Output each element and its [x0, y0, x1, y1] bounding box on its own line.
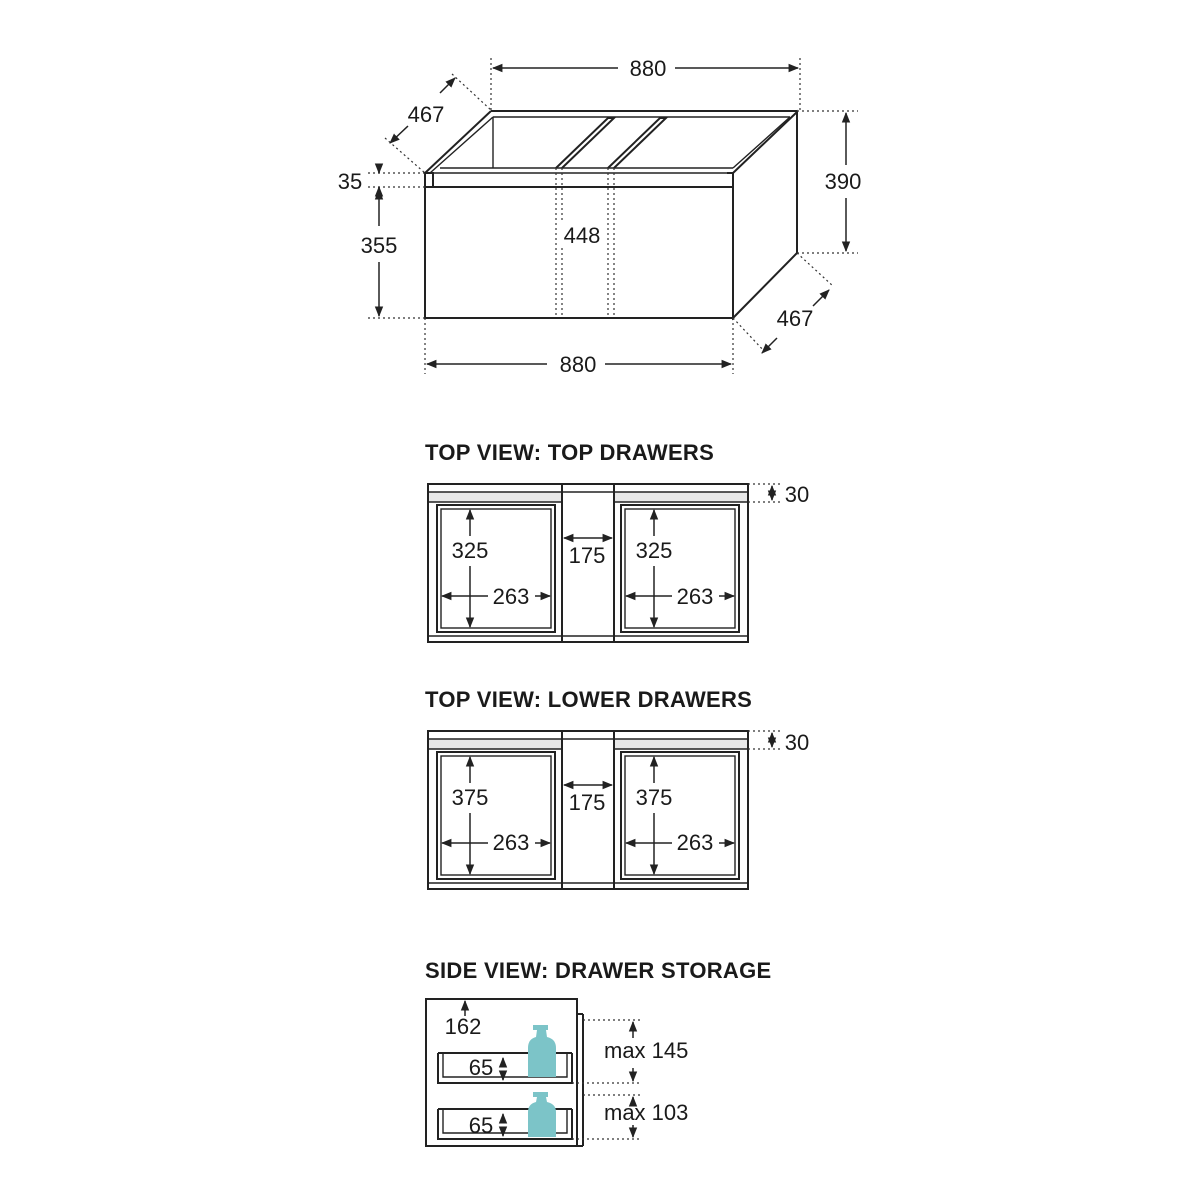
top-center-gap-label: 175 [568, 543, 606, 568]
top-drawers-rear-gap-label: 30 [784, 482, 810, 507]
top-clearance-label: 162 [444, 1014, 482, 1039]
upper-max-label: max 145 [604, 1038, 689, 1063]
top-width-label: 880 [629, 56, 667, 81]
side-view [425, 958, 772, 1146]
side-view-title: SIDE VIEW: DRAWER STORAGE [425, 958, 772, 983]
upper-drawer-height-label: 65 [468, 1055, 494, 1080]
drawer-front-height-label: 355 [360, 233, 398, 258]
isometric-view [338, 56, 862, 377]
bottle-upper-icon [528, 1025, 556, 1077]
lower-drawers-title: TOP VIEW: LOWER DRAWERS [425, 687, 753, 712]
bottle-lower-shape [528, 1092, 556, 1137]
lower-right-depth-label: 375 [635, 785, 673, 810]
lower-right-width-label: 263 [676, 830, 714, 855]
lower-drawer-height-label: 65 [468, 1113, 494, 1138]
bottle-lower-icon [528, 1092, 556, 1137]
bottom-width-label: 880 [559, 352, 597, 377]
top-drawers-view [425, 440, 809, 642]
top-right-width-label: 263 [676, 584, 714, 609]
lower-drawers-view [425, 687, 809, 889]
lower-drawers-rear-gap-label: 30 [784, 730, 810, 755]
lower-center-gap-label: 175 [568, 790, 606, 815]
top-left-width-label: 263 [492, 584, 530, 609]
top-right-depth-label: 325 [635, 538, 673, 563]
bottom-depth-label: 467 [776, 306, 814, 331]
top-left-depth-label: 325 [451, 538, 489, 563]
top-drawers-title: TOP VIEW: TOP DRAWERS [425, 440, 715, 465]
top-rail-label: 35 [337, 169, 363, 194]
total-height-label: 390 [824, 169, 862, 194]
lower-max-label: max 103 [604, 1100, 689, 1125]
cabinet-body [425, 111, 797, 318]
top-depth-label: 467 [407, 102, 445, 127]
bottle-upper-shape [528, 1025, 556, 1077]
lower-left-depth-label: 375 [451, 785, 489, 810]
center-panel-label: 448 [563, 223, 601, 248]
lower-left-width-label: 263 [492, 830, 530, 855]
